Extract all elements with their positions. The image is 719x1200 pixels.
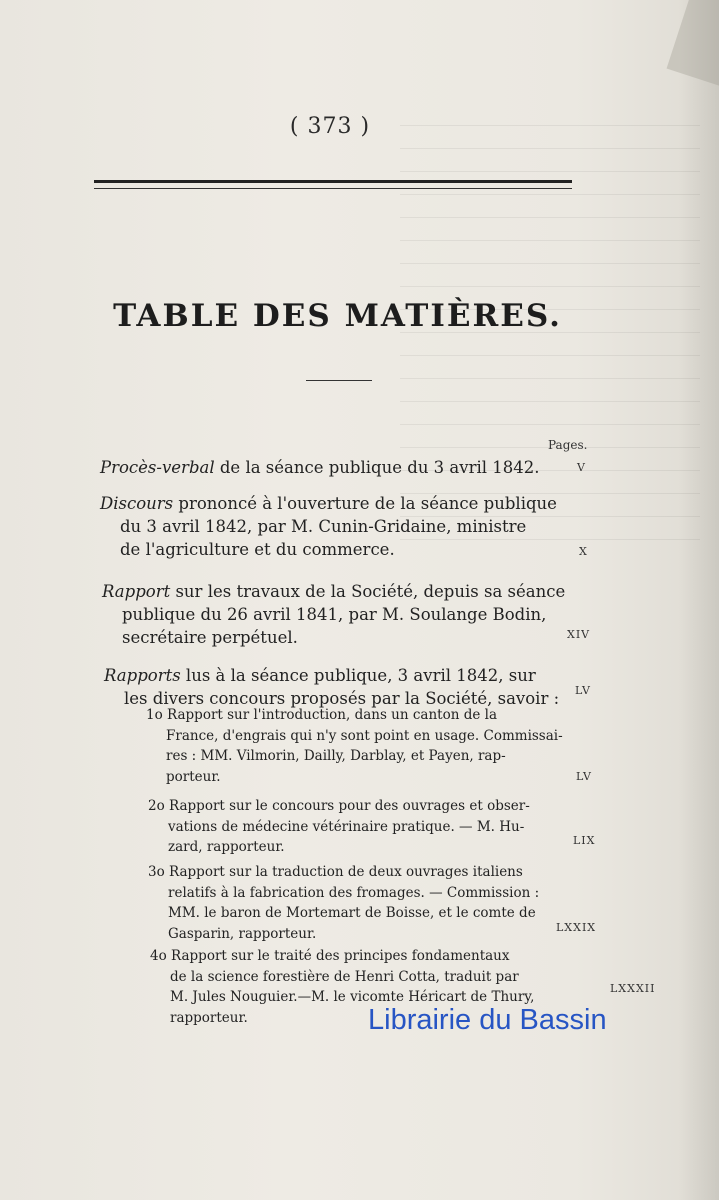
toc-subentry-page: LV: [576, 770, 592, 783]
toc-subentry-page: LXXIX: [556, 921, 597, 934]
toc-entry-line: de l'agriculture et du commerce.: [120, 540, 395, 559]
page-number: ( 373 ): [289, 114, 371, 139]
toc-entry-line: [100, 492, 557, 515]
toc-entry-page: LV: [575, 684, 591, 697]
toc-entry-page: X: [579, 545, 588, 558]
toc-subentry-line: 3o Rapport sur la traduction de deux ouvrages italiens: [148, 864, 523, 880]
header-rule-thick: [94, 180, 572, 183]
toc-subentry-line: 1o Rapport sur l'introduction, dans un canton de la: [146, 707, 497, 723]
watermark-text: Librairie du Bassin: [368, 1004, 607, 1036]
toc-entry-lead: Discours: [100, 494, 174, 513]
toc-subentry-line: vations de médecine vétérinaire pratique. — M. Hu-: [168, 818, 525, 835]
toc-entry-line: les divers concours proposés par la Société, savoir :: [124, 689, 560, 708]
toc-subentry-page: LIX: [573, 834, 596, 847]
toc-subentry-line: relatifs à la fabrication des fromages. — Commission :: [168, 884, 540, 901]
page-title: TABLE DES MATIÈRES.: [113, 298, 562, 334]
toc-entry-text: prononcé à l'ouverture de la séance publique: [173, 494, 557, 513]
toc-subentry-line: zard, rapporteur.: [168, 839, 285, 855]
toc-subentry-line: res : MM. Vilmorin, Dailly, Darblay, et Payen, rap-: [166, 748, 506, 764]
header-rule-thin: [94, 188, 572, 189]
toc-entry-text: sur les travaux de la Société, depuis sa séance: [170, 582, 566, 601]
toc-entry-line: publique du 26 avril 1841, par M. Soulange Bodin,: [122, 605, 547, 624]
toc-subentry-line: France, d'engrais qui n'y sont point en usage. Commissai-: [166, 727, 563, 744]
toc-entry-line: [102, 580, 565, 603]
toc-entry-line: du 3 avril 1842, par M. Cunin-Gridaine, ministre: [120, 517, 527, 536]
toc-subentry-line: porteur.: [166, 768, 221, 785]
toc-entry-line: [104, 664, 559, 687]
pages-column-header: Pages.: [548, 438, 588, 452]
toc-subentry-line: Gasparin, rapporteur.: [168, 925, 317, 942]
toc-subentry: [148, 796, 530, 858]
toc-subentry: [146, 705, 563, 787]
toc-entry-line: [100, 456, 540, 479]
toc-entry-lead: Rapport: [102, 582, 171, 601]
page-edge-shadow: [679, 0, 719, 1200]
title-rule: [306, 380, 372, 381]
toc-subentry-line: rapporteur.: [170, 1009, 248, 1026]
toc-entry-page: V: [577, 461, 586, 474]
toc-entry: [102, 580, 565, 649]
toc-entry-page: XIV: [567, 628, 591, 641]
toc-entry-text: de la séance publique du 3 avril 1842.: [214, 458, 540, 477]
toc-entry: [100, 492, 557, 561]
toc-subentry-line: MM. le baron de Mortemart de Boisse, et le comte de: [168, 905, 536, 921]
toc-entry: [104, 664, 559, 710]
toc-entry-lead: Procès-verbal: [100, 458, 215, 477]
toc-entry-text: lus à la séance publique, 3 avril 1842, sur: [180, 666, 536, 685]
toc-subentry-line: de la science forestière de Henri Cotta, traduit par: [170, 968, 519, 985]
toc-entry: [100, 456, 540, 479]
toc-subentry-line: 4o Rapport sur le traité des principes fondamentaux: [150, 948, 510, 964]
toc-subentry-page: LXXXII: [610, 982, 656, 995]
toc-entry-line: secrétaire perpétuel.: [122, 628, 298, 647]
toc-subentry: [148, 862, 539, 944]
toc-entry-lead: Rapports: [104, 666, 181, 685]
toc-subentry-line: 2o Rapport sur le concours pour des ouvrages et obser-: [148, 798, 530, 814]
toc-subentry-line: M. Jules Nouguier.—M. le vicomte Héricart de Thury,: [170, 989, 535, 1005]
